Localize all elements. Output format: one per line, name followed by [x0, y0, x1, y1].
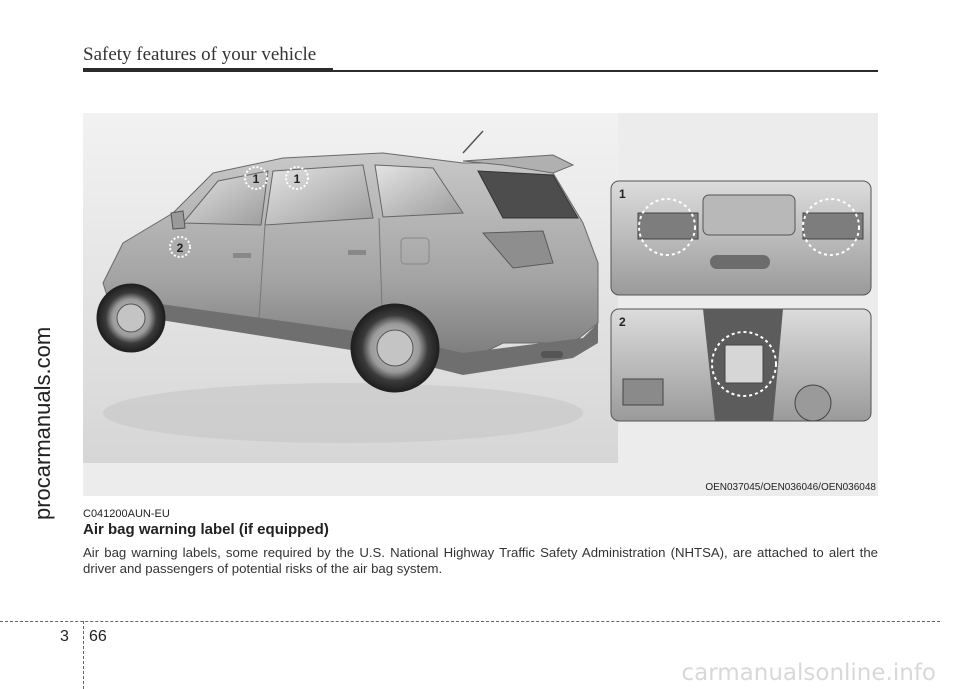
page-number: 66 — [89, 628, 107, 645]
header-rule-thin — [333, 70, 878, 72]
page-header-title: Safety features of your vehicle — [83, 44, 317, 65]
inset-callout-2: 2 — [619, 315, 626, 329]
bottom-watermark: carmanualsonline.info — [681, 660, 936, 686]
car-callout-1a: 1 — [252, 172, 260, 186]
side-watermark: procarmanuals.com — [30, 326, 55, 520]
car-callout-1b: 1 — [293, 172, 301, 186]
chapter-number: 3 — [60, 628, 69, 645]
header-rule — [83, 68, 333, 72]
airbag-label-figure — [83, 113, 878, 496]
car-callout-2: 2 — [176, 241, 184, 255]
inset-callout-1: 1 — [619, 187, 626, 201]
section-heading: Air bag warning label (if equipped) — [83, 521, 329, 538]
inset-sun-visor — [611, 181, 871, 295]
footer-rule — [0, 621, 940, 622]
footer-divider — [83, 621, 84, 689]
figure-illustration — [83, 113, 878, 496]
section-code: C041200AUN-EU — [83, 508, 170, 520]
inset-pillar-label — [611, 309, 871, 421]
section-body: Air bag warning labels, some required by the U.S. National Highway Traffic Safety Administration (NHTSA), are attached to alert the driver and passengers of potential risks of the air bag system. — [83, 545, 878, 576]
figure-code: OEN037045/OEN036046/OEN036048 — [705, 482, 876, 493]
